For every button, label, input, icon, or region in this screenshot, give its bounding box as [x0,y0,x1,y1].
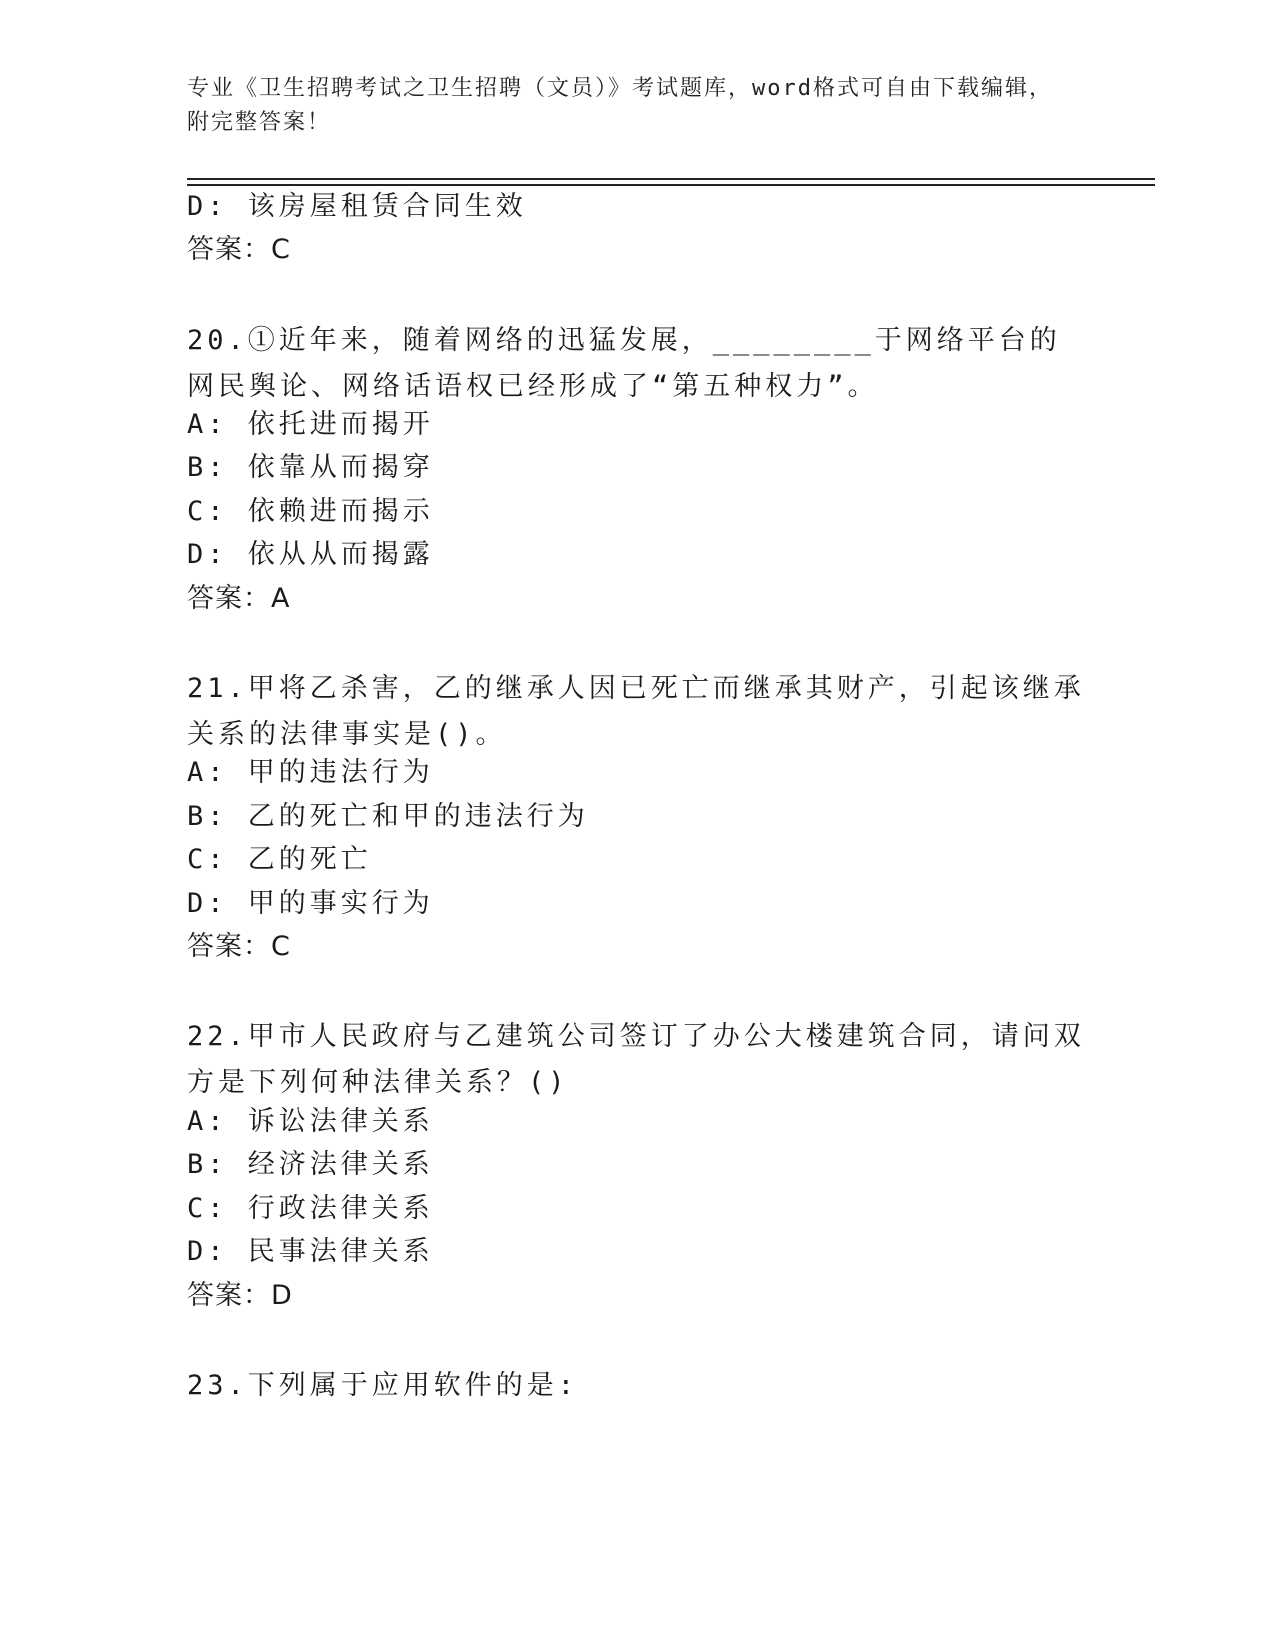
question-text: 22.甲市人民政府与乙建筑公司签订了办公大楼建筑合同，请问双方是下列何种法律关系？() [187,1021,1085,1098]
answer: 答案：C [187,931,291,962]
option-a: A: 依托进而揭开 [187,409,434,440]
header-rule-top [187,178,1155,180]
option-c: C: 依赖进而揭示 [187,496,434,527]
option-d: D: 民事法律关系 [187,1236,434,1267]
option-c: C: 乙的死亡 [187,844,372,875]
option-d: D: 甲的事实行为 [187,888,434,919]
option-b: B: 经济法律关系 [187,1149,434,1180]
question-text: 20.①近年来，随着网络的迅猛发展，________于网络平台的网民舆论、网络话语权已经形成了“第五种权力”。 [187,325,1061,402]
header-rule-bottom [187,184,1155,186]
option-b: B: 依靠从而揭穿 [187,452,434,483]
option-d: D: 依从从而揭露 [187,539,434,570]
option-c: C: 行政法律关系 [187,1193,434,1224]
document-header: 专业《卫生招聘考试之卫生招聘（文员）》考试题库，word格式可自由下载编辑，附完整答案！ [187,76,1053,135]
answer: 答案：C [187,234,291,265]
answer: 答案：D [187,1280,293,1311]
answer: 答案：A [187,583,291,614]
option-b: B: 乙的死亡和甲的违法行为 [187,801,589,832]
option-d: D: 该房屋租赁合同生效 [187,191,527,222]
option-a: A: 诉讼法律关系 [187,1106,434,1137]
question-text: 21.甲将乙杀害，乙的继承人因已死亡而继承其财产，引起该继承关系的法律事实是()。 [187,673,1085,750]
option-a: A: 甲的违法行为 [187,757,434,788]
question-text: 23.下列属于应用软件的是: [187,1370,579,1401]
